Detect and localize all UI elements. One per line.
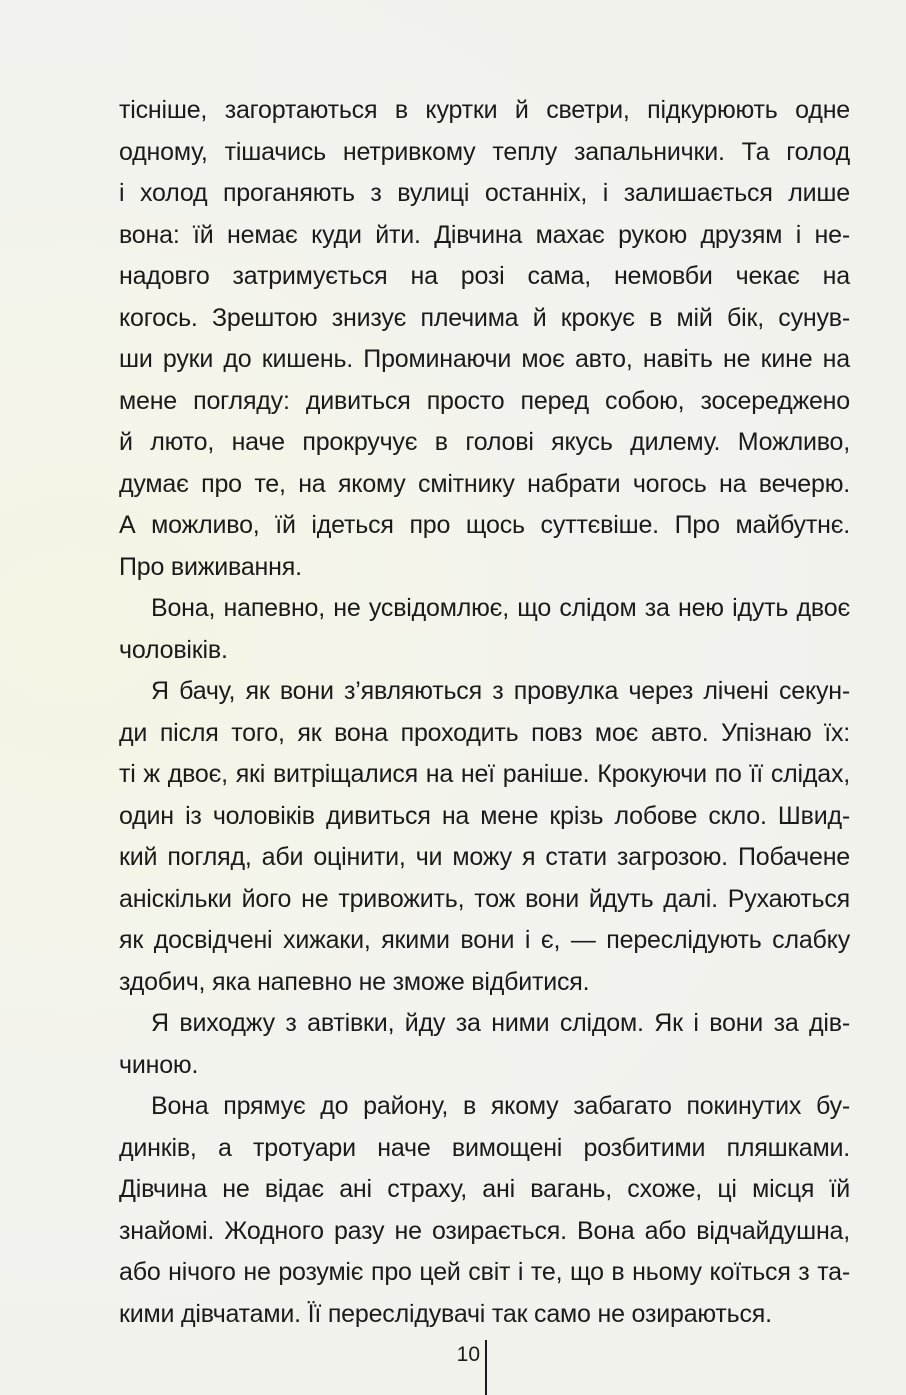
text-line: ті ж двоє, які витріщалися на неї раніше. Крокуючи по її слідах, bbox=[119, 760, 850, 788]
text-line: здобич, яка напевно не зможе відбитися. bbox=[119, 967, 590, 996]
text-line: аніскільки його не тривожить, тож вони йдуть далі. Рухаються bbox=[119, 884, 850, 913]
text-line: когось. Зрештою знизує плечима й крокує в мій бік, сунув- bbox=[119, 303, 850, 332]
text-line: кий погляд, аби оцінити, чи можу я стати загрозою. Побачене bbox=[119, 843, 850, 871]
text-line: вона: їй немає куди йти. Дівчина махає рукою друзям і не- bbox=[119, 220, 850, 249]
text-line: ди після того, як вона проходить повз моє авто. Упізнаю їх: bbox=[119, 718, 850, 747]
text-line: чоловіків. bbox=[119, 635, 228, 664]
text-line: динків, а тротуари наче вимощені розбитими пляшками. bbox=[119, 1133, 850, 1162]
text-line: одному, тішачись нетривкому теплу запальнички. Та голод bbox=[119, 137, 850, 166]
paragraph bbox=[119, 588, 850, 671]
text-line: ши руки до кишень. Проминаючи моє авто, навіть не кине на bbox=[119, 345, 850, 373]
text-line: кими дівчатами. Її переслідувачі так само не озираються. bbox=[119, 1299, 772, 1328]
paragraph bbox=[119, 1086, 850, 1335]
text-line: один із чоловіків дивиться на мене крізь лобове скло. Швид- bbox=[119, 801, 850, 830]
text-line: надовго затримується на розі сама, немовби чекає на bbox=[119, 262, 850, 290]
paragraph bbox=[119, 1003, 850, 1086]
text-line: Вона, напевно, не усвідомлює, що слідом за нею ідуть двоє bbox=[151, 594, 850, 622]
text-line: чиною. bbox=[119, 1050, 199, 1079]
text-line: думає про те, на якому смітнику набрати чогось на вечерю. bbox=[119, 469, 850, 498]
text-line: або нічого не розуміє про цей світ і те, що в ньому коїться з та- bbox=[119, 1258, 850, 1286]
page-number-rule bbox=[485, 1340, 487, 1395]
text-line: мене погляду: дивиться просто перед собою, зосереджено bbox=[119, 386, 850, 415]
text-line: як досвідчені хижаки, якими вони і є, — переслідують слабку bbox=[119, 926, 850, 954]
text-line: Я виходжу з автівки, йду за ними слідом. Як і вони за дів- bbox=[151, 1009, 850, 1037]
text-line: Я бачу, як вони з’являються з провулка через лічені секун- bbox=[151, 677, 850, 705]
paragraph bbox=[119, 90, 850, 588]
page-number: 10 bbox=[456, 1343, 480, 1366]
text-line: Вона прямує до району, в якому забагато покинутих бу- bbox=[151, 1092, 850, 1120]
text-line: А можливо, їй ідеться про щось суттєвіше. Про майбутнє. bbox=[119, 511, 850, 539]
text-line: знайомі. Жодного разу не озирається. Вона або відчайдушна, bbox=[119, 1216, 850, 1245]
body-text bbox=[119, 90, 850, 1335]
text-line: й люто, наче прокручує в голові якусь дилему. Можливо, bbox=[119, 428, 850, 456]
text-line: і холод проганяють з вулиці останніх, і залишається лише bbox=[119, 179, 850, 207]
paragraph bbox=[119, 671, 850, 1003]
text-line: Дівчина не відає ані страху, ані вагань, схоже, ці місця їй bbox=[119, 1175, 850, 1203]
text-line: Про виживання. bbox=[119, 552, 302, 581]
text-line: тісніше, загортаються в куртки й светри, підкурюють одне bbox=[119, 96, 850, 124]
